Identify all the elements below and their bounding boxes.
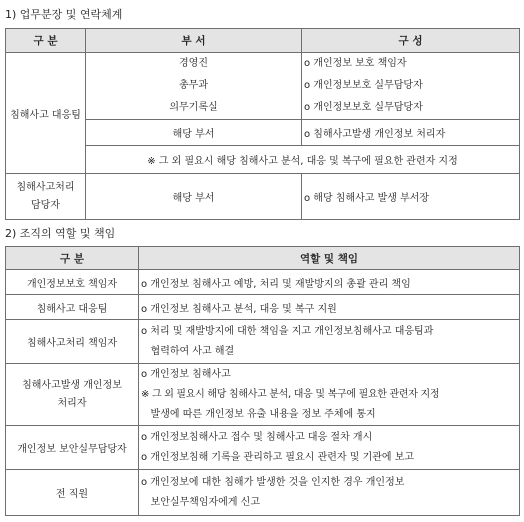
row-label-privacy-officer: 개인정보보호 책임자 <box>6 270 139 295</box>
content-line: o 개인정보침해 기록을 관리하고 필요시 관련자 및 기관에 보고 <box>141 451 415 463</box>
label-line: 처리자 <box>57 397 87 409</box>
row-label-security-practitioner: 개인정보 보안실무담당자 <box>6 426 139 470</box>
section-1-heading: 1) 업무분장 및 연락체계 <box>5 8 123 21</box>
contact-structure-table <box>5 28 520 220</box>
row-label-all-staff: 전 직원 <box>6 470 139 516</box>
header-roles: 역할 및 책임 <box>139 247 520 270</box>
role-practitioner-2: o 개인정보보호 실무담당자 <box>304 102 423 113</box>
team-note: ※ 그 외 필요시 해당 침해사고 분석, 대응 및 복구에 필요한 관련자 지정 <box>86 146 520 174</box>
dept-executive: 경영진 <box>179 58 208 69</box>
content-line: o 개인정보 침해사고 예방, 처리 및 재발방지의 총괄 관리 책임 <box>141 278 411 290</box>
row-content-privacy-officer <box>139 270 520 295</box>
roles-table <box>5 246 520 516</box>
content-line: 협력하여 사고 해결 <box>141 345 235 357</box>
role-privacy-officer: o 개인정보 보호 책임자 <box>304 58 407 69</box>
row-content-incident-processor <box>139 364 520 426</box>
content-line: o 개인정보 침해사고 분석, 대응 및 복구 지원 <box>141 303 337 315</box>
dept-general-affairs: 총무과 <box>179 80 208 91</box>
row-label-incident-processor <box>6 364 139 426</box>
team-label: 침해사고 대응팀 <box>10 109 81 121</box>
row-content-incident-manager <box>139 320 520 364</box>
handler-role: o 해당 침해사고 발생 부서장 <box>302 174 520 220</box>
row-content-response-team <box>139 295 520 320</box>
content-line: o 처리 및 재발방지에 대한 책임을 지고 개인정보침해사고 대응팀과 <box>141 325 434 337</box>
section-2-heading: 2) 조직의 역할 및 책임 <box>5 227 116 240</box>
role-incident-processor: o 침해사고발생 개인정보 처리자 <box>302 120 520 146</box>
content-line: ※ 그 외 필요시 해당 침해사고 분석, 대응 및 복구에 필요한 관련자 지정 <box>141 388 440 400</box>
header-department: 부 서 <box>86 29 302 53</box>
header-category-2: 구 분 <box>6 247 139 270</box>
header-composition: 구 성 <box>302 29 520 53</box>
dept-relevant: 해당 부서 <box>86 120 302 146</box>
content-line: o 개인정보 침해사고 <box>141 368 231 380</box>
content-line: 보안실무책임자에게 신고 <box>141 496 260 508</box>
handler-label-cell <box>6 174 86 220</box>
row-content-all-staff <box>139 470 520 516</box>
row-label-incident-manager: 침해사고처리 책임자 <box>6 320 139 364</box>
row-content-security-practitioner <box>139 426 520 470</box>
handler-label-line-2: 담당자 <box>31 199 60 211</box>
dept-cell <box>86 53 302 120</box>
row-label-response-team: 침해사고 대응팀 <box>6 295 139 320</box>
content-line: 발생에 따른 개인정보 유출 내용을 정보 주체에 통지 <box>141 408 376 420</box>
dept-medical-records: 의무기록실 <box>169 102 218 113</box>
role-cell <box>302 53 520 120</box>
content-line: o 개인정보에 대한 침해가 발생한 것을 인지한 경우 개인정보 <box>141 476 405 488</box>
role-practitioner-1: o 개인정보보호 실무담당자 <box>304 80 423 91</box>
team-label-cell <box>6 53 86 174</box>
header-category: 구 분 <box>6 29 86 53</box>
label-line: 침해사고발생 개인정보 <box>22 379 122 391</box>
handler-dept: 해당 부서 <box>86 174 302 220</box>
handler-label-line-1: 침해사고처리 <box>16 181 75 193</box>
content-line: o 개인정보침해사고 접수 및 침해사고 대응 절차 개시 <box>141 431 373 443</box>
